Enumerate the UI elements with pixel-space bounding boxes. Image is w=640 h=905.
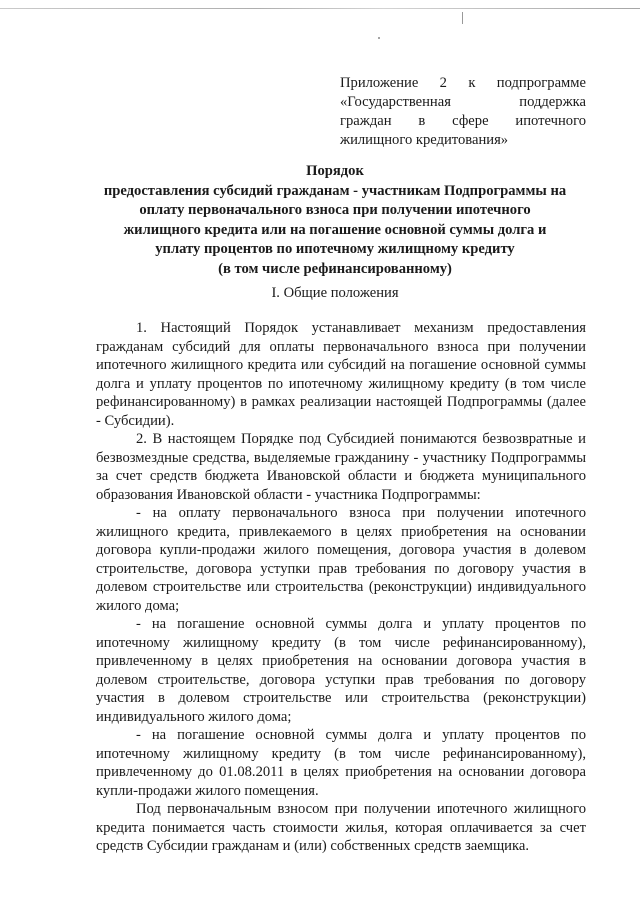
appendix-line: Приложение 2 к подпрограмме	[340, 75, 586, 91]
document-body	[96, 319, 586, 856]
title-line: (в том числе рефинансированному)	[218, 260, 452, 277]
title-line: уплату процентов по ипотечному жилищному кредиту	[155, 241, 515, 257]
scan-mark	[462, 12, 463, 24]
document-title	[82, 162, 588, 279]
list-item: - на погашение основной суммы долга и уплату процентов по ипотечному жилищному кредиту (в том числе рефинансированному), привлеченному до 01.08.2011 в целях приобретения на основании договора купли-продажи жилого помещения.	[96, 727, 586, 799]
title-line: предоставления субсидий гражданам - участникам Подпрограммы на	[103, 182, 567, 199]
paragraph: 1. Настоящий Порядок устанавливает механизм предоставления гражданам субсидий для оплаты первоначального взноса при получении ипотечного жилищного кредита или субсидий на погашение основной суммы долга и уплату процентов по ипотечному жилищному кредиту (в том числе рефинансированному) в рамках реализации настоящей Подпрограммы (далее - Субсидии).	[96, 320, 586, 429]
title-line: жилищного кредита или на погашение основной суммы долга и	[123, 221, 547, 238]
list-item: - на оплату первоначального взноса при получении ипотечного жилищного кредита, привлекаемого в целях приобретения на основании договора купли-продажи жилого помещения, договора участия в долевом строительстве, договора уступки прав требования по договору участия в долевом строительстве или строительства (реконструкции) индивидуального жилого дома;	[96, 505, 586, 614]
section-heading: I. Общие положения	[271, 285, 399, 301]
list-item: - на погашение основной суммы долга и уплату процентов по ипотечному жилищному кредиту (в том числе рефинансированному), привлеченному в целях приобретения на основании договора участия в долевом строительстве, договора уступки прав требования по договору участия в долевом строительстве или строительства (реконструкции) индивидуального жилого дома;	[96, 616, 586, 725]
paragraph: 2. В настоящем Порядке под Субсидией понимаются безвозвратные и безвозмездные средства, выделяемые гражданину - участнику Подпрограммы за счет средств бюджета Ивановской области и бюджета муниципального образования Ивановской области - участника Подпрограммы:	[96, 431, 586, 503]
appendix-line: граждан в сфере ипотечного	[340, 113, 586, 129]
scan-edge-line	[0, 8, 640, 9]
appendix-line: «Государственная поддержка	[340, 94, 586, 110]
appendix-note	[340, 74, 586, 150]
scan-speck	[378, 37, 380, 39]
title-line: оплату первоначального взноса при получении ипотечного	[139, 202, 531, 218]
appendix-line: жилищного кредитования»	[340, 132, 509, 148]
title-heading: Порядок	[306, 163, 364, 179]
paragraph: Под первоначальным взносом при получении ипотечного жилищного кредита понимается часть стоимости жилья, которая оплачивается за счет средств Субсидии гражданам и (или) собственных средств заемщика.	[96, 801, 586, 854]
